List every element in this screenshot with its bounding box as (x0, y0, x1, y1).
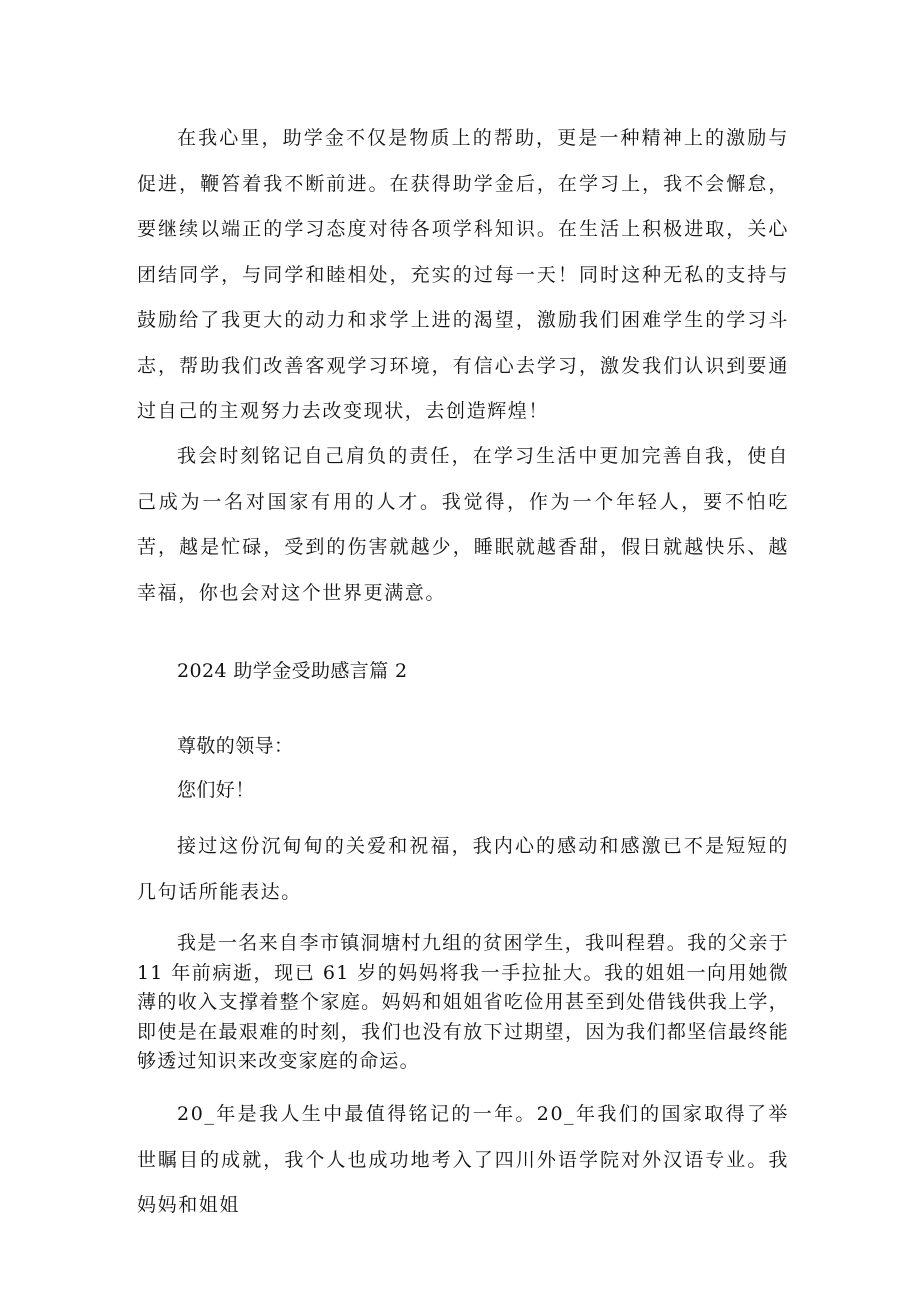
paragraph-background: 我是一名来自李市镇洞塘村九组的贫困学生，我叫程碧。我的父亲于 11 年前病逝，现已 61 岁的妈妈将我一手拉扯大。我的姐姐一向用她微薄的收入支撑着整个家庭。妈妈和姐姐省吃俭用甚至到处借钱供我上学，即使是在最艰难的时刻，我们也没有放下过期望，因为我们都坚信最终能够透过知识来改变家庭的命运。 (137, 932, 789, 1072)
greeting: 您们好！ (177, 779, 255, 801)
paragraph-scholarship-meaning: 在我心里，助学金不仅是物质上的帮助，更是一种精神上的激励与促进，鞭笞着我不断前进。在获得助学金后，在学习上，我不会懈怠，要继续以端正的学习态度对待各项学科知识。在生活上积极进取，关心团结同学，与同学和睦相处，充实的过每一天！同时这种无私的支持与鼓励给了我更大的动力和求学上进的渴望，激励我们困难学生的学习斗志，帮助我们改善客观学习环境，有信心去学习，激发我们认识到要通过自己的主观努力去改变现状，去创造辉煌！ (137, 127, 789, 422)
paragraph-responsibility: 我会时刻铭记自己肩负的责任，在学习生活中更加完善自我，使自己成为一名对国家有用的人才。我觉得，作为一个年轻人，要不怕吃苦，越是忙碌，受到的伤害就越少，睡眠就越香甜，假日就越快乐、越幸福，你也会对这个世界更满意。 (137, 445, 789, 604)
section-title: 2024 助学金受助感言篇 2 (177, 660, 408, 682)
paragraph-memorable-year: 20_年是我人生中最值得铭记的一年。20_年我们的国家取得了举世瞩目的成就，我个人也成功地考入了四川外语学院对外汉语专业。我妈妈和姐姐 (137, 1103, 789, 1216)
salutation: 尊敬的领导： (177, 735, 294, 757)
paragraph-gratitude: 接过这份沉甸甸的关爱和祝福，我内心的感动和感激已不是短短的几句话所能表达。 (137, 835, 789, 903)
